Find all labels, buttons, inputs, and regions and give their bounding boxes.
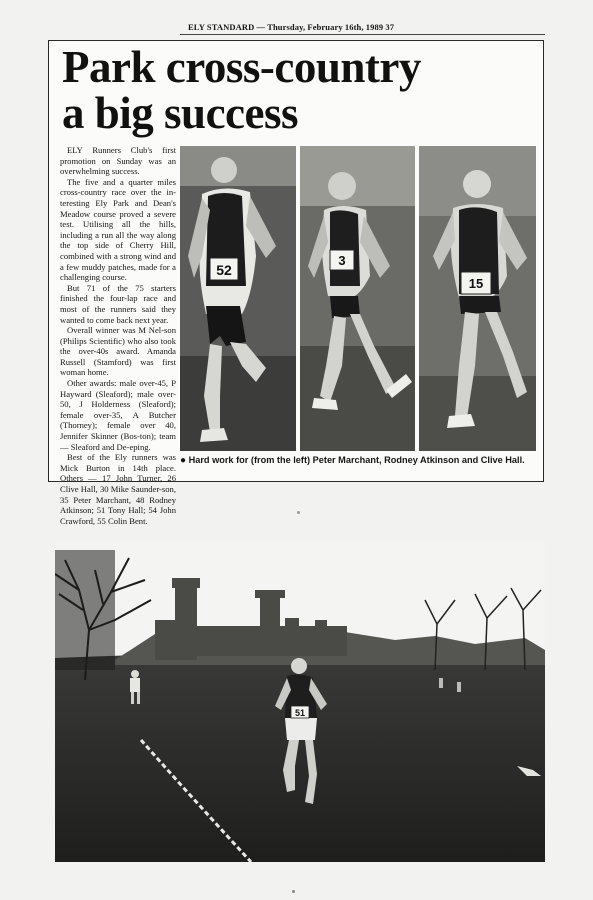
- bib-number: 3: [338, 253, 346, 268]
- race-landscape-photo: [55, 540, 545, 862]
- article-paragraph: Other awards: male over-45, P Hayward (Sleaford); male over-50, J Holderness (Sleaford); female over-35, A Butcher (Thorney); female over 40, Jennifer Skinner (Bos-ton); team — Sleaford and De-eping.: [60, 378, 176, 452]
- article-body: [60, 145, 176, 526]
- photo-runner-3: [419, 146, 536, 451]
- headline: [62, 44, 532, 136]
- headline-line-1: Park cross-country: [62, 42, 421, 92]
- photo-caption: [180, 455, 536, 467]
- article-paragraph: Overall winner was M Nel-son (Philips Scientific) who also took the over-40s award. Amanda Russell (Stamford) was first woman home.: [60, 325, 176, 378]
- article-paragraph: But 71 of the 75 starters finished the four-lap race and most of the runners said they wanted to come back next year.: [60, 282, 176, 325]
- header-rule: [180, 34, 545, 35]
- article-paragraph: The five and a quarter miles cross-country race over the in-teresting Ely Park and Dean's Meadow course proved a severe test. Utilising all the hills, including a run all the way along the top side of Cherry Hill, combined with a strong wind and a few muddy patches, made for a challenging course.: [60, 176, 176, 283]
- article-paragraph: ELY Runners Club's first promotion on Sunday was an overwhelming success.: [60, 145, 176, 177]
- page-header: ELY STANDARD — Thursday, February 16th, 1989 37: [188, 22, 395, 32]
- bib-number: 52: [216, 262, 232, 278]
- bib-number: 51: [294, 708, 306, 718]
- page-dot: [297, 511, 300, 514]
- photo-runner-2: [300, 146, 415, 451]
- caption-text: Hard work for (from the left) Peter Marchant, Rodney Atkinson and Clive Hall.: [188, 455, 525, 465]
- bullet-icon: ●: [180, 455, 187, 466]
- headline-line-2: a big success: [62, 88, 299, 138]
- article-paragraph: Best of the Ely runners was Mick Burton in 14th place. Others — 17 John Turner, 26 Clive Hall, 30 Mike Saunder-son, 35 Peter Marchant, 48 Rodney Atkinson; 51 Tony Hall; 54 John Crawford, 55 Colin Bent.: [60, 452, 176, 526]
- page-dot: [292, 890, 295, 893]
- bib-number: 15: [468, 276, 484, 291]
- photo-runner-1: [180, 146, 296, 451]
